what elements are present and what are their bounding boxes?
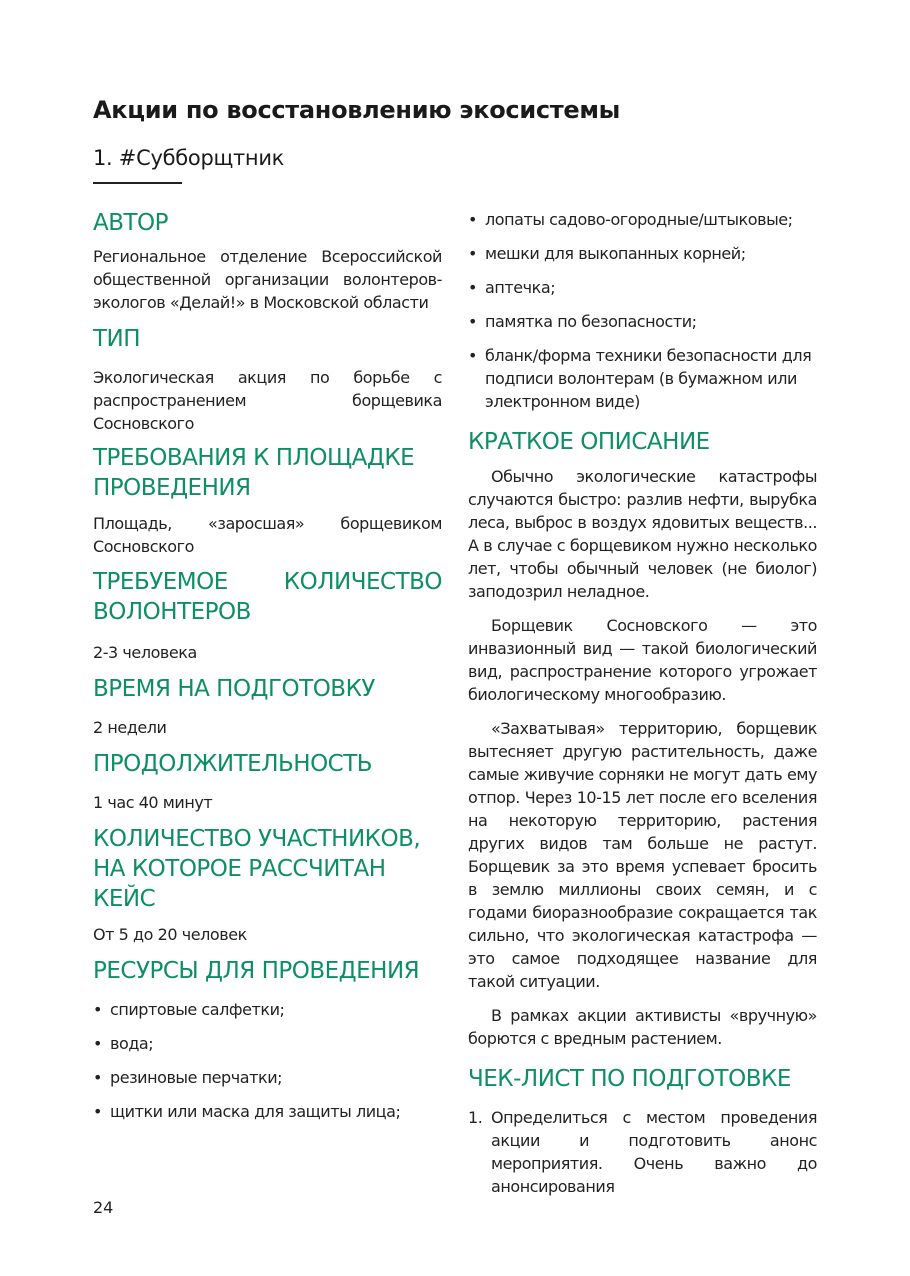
prep-heading: ВРЕМЯ НА ПОДГОТОВКУ	[93, 676, 375, 702]
right-column	[468, 208, 817, 1198]
checklist	[468, 1106, 817, 1198]
checklist-item-number: 1.	[468, 1108, 483, 1127]
section-author	[93, 208, 442, 314]
list-item: • аптечка;	[468, 276, 817, 299]
list-item: • памятка по безопасности;	[468, 310, 817, 333]
left-column	[93, 208, 442, 1134]
description-paragraph: Борщевик Сосновского — это инвазионный вид — такой биологический вид, распространение которого угрожает биологическому многообразию.	[468, 616, 817, 704]
venue-text: Площадь, «заросшая» борщевиком Сосновского	[93, 514, 442, 556]
description-paragraph: Обычно экологические катастрофы случаются быстро: разлив нефти, вырубка леса, выброс в воздух ядовитых веществ... А в случае с борщевиком нужно несколько лет, чтобы обычный человек (не биолог) заподозрил неладное.	[468, 467, 817, 601]
checklist-item-text: Определиться с местом проведения акции и подготовить анонс мероприятия. Очень важно до анонсирования	[491, 1108, 817, 1196]
type-heading: ТИП	[93, 326, 141, 352]
resources-list	[93, 998, 442, 1123]
case-subtitle: 1. #Субборщтник	[93, 146, 285, 170]
resources-heading: РЕСУРСЫ ДЛЯ ПРОВЕДЕНИЯ	[93, 958, 420, 984]
subtitle-underline	[93, 182, 182, 184]
venue-heading: ТРЕБОВАНИЯ К ПЛОЩАДКЕ ПРОВЕДЕНИЯ	[93, 445, 415, 501]
section-checklist	[468, 1064, 817, 1198]
list-item: • лопаты садово-огородные/штыковые;	[468, 208, 817, 231]
section-duration	[93, 749, 442, 814]
list-item: • бланк/форма техники безопасности для подписи волонтерам (в бумажном или электронном виде)	[468, 344, 817, 413]
prep-text: 2 недели	[93, 718, 167, 737]
page-title: Акции по восстановлению экосистемы	[93, 96, 621, 124]
checklist-item	[468, 1106, 817, 1198]
description-heading: КРАТКОЕ ОПИСАНИЕ	[468, 429, 710, 455]
description-paragraph: «Захватывая» территорию, борщевик вытесняет другую растительность, даже самые живучие сорняки не могут дать ему отпор. Через 10-15 лет после его вселения на некоторую территорию, растения других видов там больше не растут. Борщевик за это время успевает бросить в землю миллионы своих семян, и с годами биоразнообразие сокращается так сильно, что экологическая катастрофа — это самое подходящее название для такой ситуации.	[468, 719, 817, 991]
duration-text: 1 час 40 минут	[93, 793, 213, 812]
checklist-heading: ЧЕК-ЛИСТ ПО ПОДГОТОВКЕ	[468, 1066, 791, 1092]
volunteers-text: 2-3 человека	[93, 643, 197, 662]
description-paragraph: В рамках акции активисты «вручную» борются с вредным растением.	[468, 1006, 817, 1048]
participants-text: От 5 до 20 человек	[93, 925, 247, 944]
list-item: • щитки или маска для защиты лица;	[93, 1100, 442, 1123]
resources-list-continued	[468, 208, 817, 413]
section-type	[93, 324, 442, 435]
list-item: • спиртовые салфетки;	[93, 998, 442, 1021]
list-item: • мешки для выкопанных корней;	[468, 242, 817, 265]
list-item: • вода;	[93, 1032, 442, 1055]
section-venue	[93, 443, 442, 558]
type-text: Экологическая акция по борьбе с распространением борщевика Сосновского	[93, 368, 442, 433]
participants-heading: КОЛИЧЕСТВО УЧАСТНИКОВ, НА КОТОРОЕ РАССЧИТАН КЕЙС	[93, 826, 421, 912]
page-number: 24	[93, 1198, 114, 1217]
section-participants	[93, 824, 442, 946]
section-volunteers	[93, 567, 442, 664]
list-item: • резиновые перчатки;	[93, 1066, 442, 1089]
author-heading: АВТОР	[93, 210, 169, 236]
volunteers-heading: ТРЕБУЕМОЕ КОЛИЧЕСТВО ВОЛОНТЕРОВ	[93, 569, 442, 625]
author-text: Региональное отделение Всероссийской общественной организации волонтеров-экологов «Делай!» в Московской области	[93, 247, 442, 312]
duration-heading: ПРОДОЛЖИТЕЛЬНОСТЬ	[93, 751, 373, 777]
section-prep-time	[93, 674, 442, 739]
section-description	[468, 427, 817, 1050]
section-resources	[93, 956, 442, 1123]
